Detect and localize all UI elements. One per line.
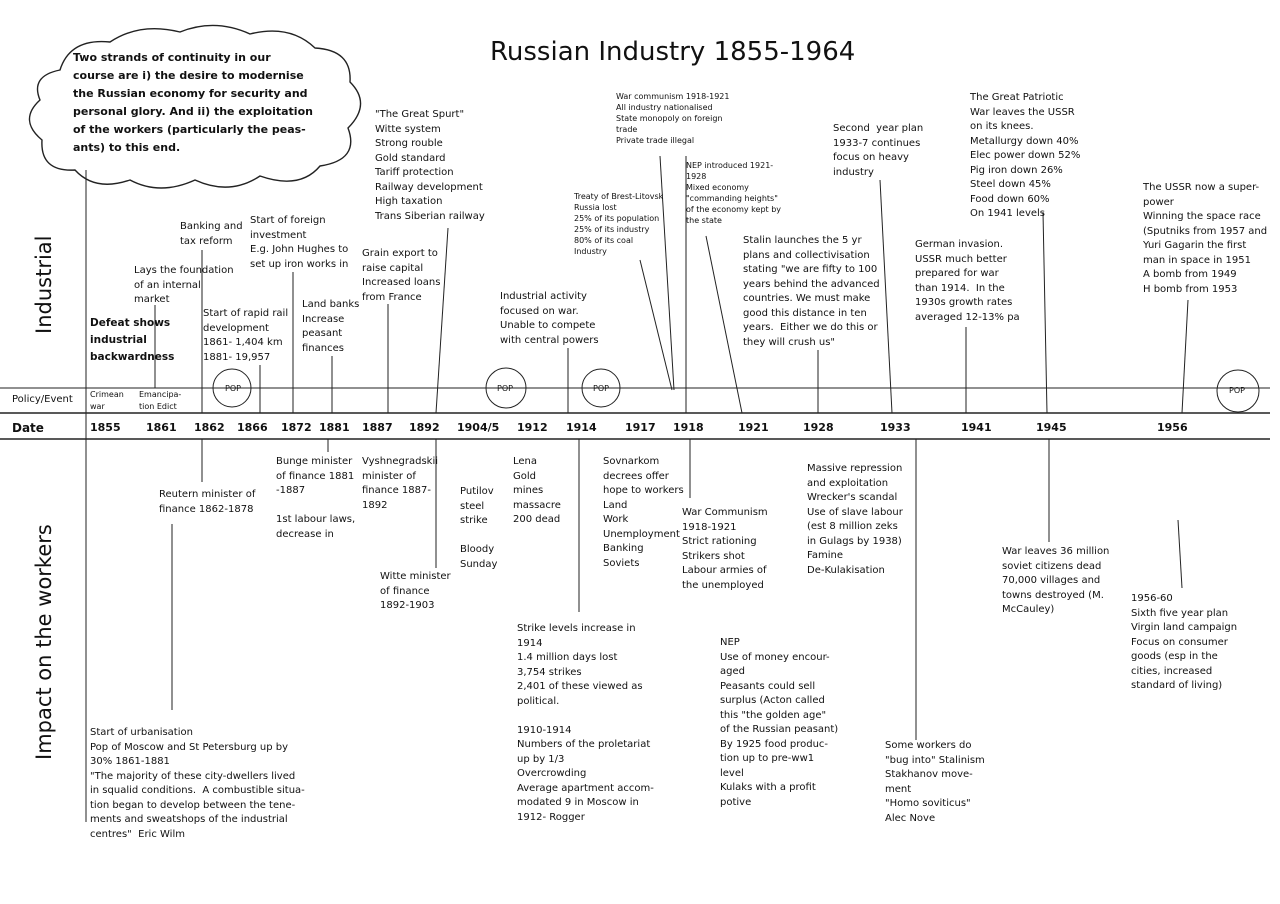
note-sovnarkom: Sovnarkom decrees offer hope to workers Land Work Unemployment Banking Soviets [603, 456, 684, 569]
event-emancipation-edict: Emancipa- tion Edict [139, 390, 182, 411]
note-sixth-plan: 1956-60 Sixth five year plan Virgin land campaign Focus on consumer goods (esp in the cities, increased standard of living) [1131, 593, 1238, 691]
date-label: 1887 [362, 421, 393, 434]
note-vyshnegradskii: Vyshnegradskii minister of finance 1887- 1892 [362, 456, 439, 511]
note-war-industry: Industrial activity focused on war. Unable to compete with central powers [500, 291, 599, 346]
note-grain-export: Grain export to raise capital Increased loans from France [362, 248, 441, 303]
note-superpower: The USSR now a super- power Winning the space race (Sputniks from 1957 and Yuri Gagarin the first man in space in 1951 A bomb from 1949 H bomb from 1953 [1143, 182, 1268, 295]
note-strike-levels: Strike levels increase in 1914 1.4 million days lost 3,754 strikes 2,401 of these viewed as political. 1910-1914 Numbers of the proletariat up by 1/3 Overcrowding Average apartment accom- modated 9 in Moscow in 1912- Rogger [517, 623, 654, 823]
date-label: 1892 [409, 421, 440, 434]
date-row-label: Date [12, 421, 44, 435]
date-label: 1912 [517, 421, 548, 434]
date-label: 1904/5 [457, 421, 500, 434]
note-war-communism-industry: War communism 1918-1921 All industry nationalised State monopoly on foreign trade Private trade illegal [616, 92, 730, 145]
note-war-communism-workers: War Communism 1918-1921 Strict rationing Strikers shot Labour armies of the unemployed [682, 507, 768, 591]
industrial-side-label: Industrial [32, 235, 56, 334]
pop-label: POP [593, 384, 609, 393]
date-label: 1861 [146, 421, 177, 434]
note-reutern: Reutern minister of finance 1862-1878 [159, 489, 256, 515]
date-label: 1928 [803, 421, 834, 434]
workers-side-label: Impact on the workers [32, 524, 56, 760]
note-great-spurt: "The Great Spurt" Witte system Strong rouble Gold standard Tariff protection Railway development High taxation Trans Siberian railway [375, 109, 485, 222]
pop-label: POP [497, 384, 513, 393]
pop-label: POP [1229, 386, 1245, 395]
continuity-note: Two strands of continuity in our course are i) the desire to modernise the Russian economy for security and personal glory. And ii) the exploitation of the workers (particularly the peas- ants) to this end. [73, 51, 313, 154]
date-label: 1941 [961, 421, 992, 434]
note-witte-minister: Witte minister of finance 1892-1903 [380, 571, 451, 611]
date-label: 1914 [566, 421, 597, 434]
note-foreign-investment: Start of foreign investment E.g. John Hughes to set up iron works in [250, 215, 349, 270]
date-label: 1945 [1036, 421, 1067, 434]
policy-row-label: Policy/Event [12, 394, 73, 405]
note-second-plan: Second year plan 1933-7 continues focus on heavy industry [833, 123, 924, 178]
note-nep-introduced: NEP introduced 1921- 1928 Mixed economy "commanding heights" of the economy kept by the state [686, 161, 782, 225]
note-brest-litovsk: Treaty of Brest-Litovsk Russia lost 25% of its population 25% of its industry 80% of its coal Industry [574, 192, 664, 256]
note-repression: Massive repression and exploitation Wrecker's scandal Use of slave labour (est 8 million zeks in Gulags by 1938) Famine De-Kulakisation [807, 463, 903, 576]
pop-label: POP [225, 384, 241, 393]
note-german-invasion: German invasion. USSR much better prepared for war than 1914. In the 1930s growth rates averaged 12-13% pa [915, 239, 1020, 323]
date-label: 1956 [1157, 421, 1188, 434]
page-title: Russian Industry 1855-1964 [490, 37, 856, 67]
note-defeat: Defeat shows industrial backwardness [90, 317, 175, 363]
date-label: 1866 [237, 421, 268, 434]
date-label: 1918 [673, 421, 704, 434]
note-stalinism: Some workers do "bug into" Stalinism Stakhanov move- ment "Homo soviticus" Alec Nove [885, 740, 985, 824]
note-putilov-strike: Putilov steel strike Bloody Sunday [460, 486, 498, 570]
note-land-banks: Land banks Increase peasant finances [302, 299, 360, 354]
date-label: 1917 [625, 421, 656, 434]
note-five-year-plans: Stalin launches the 5 yr plans and collectivisation stating "we are fifty to 100 years behind the advanced countries. We must make good this distance in ten years. Either we do this or they will crush us" [743, 235, 880, 348]
note-banking-reform: Banking and tax reform [180, 221, 243, 247]
note-lena-massacre: Lena Gold mines massacre 200 dead [513, 456, 561, 525]
note-nep-workers: NEP Use of money encour- aged Peasants could sell surplus (Acton called this "the golden age" of the Russian peasant) By 1925 food produc- tion up to pre-ww1 level Kulaks with a profit potive [720, 637, 839, 808]
event-crimean-war: Crimean war [90, 390, 124, 411]
note-great-patriotic-war: The Great Patriotic War leaves the USSR on its knees. Metallurgy down 40% Elec power down 52% Pig iron down 26% Steel down 45% Food down 60% On 1941 levels [970, 92, 1081, 219]
date-label: 1862 [194, 421, 225, 434]
date-label: 1881 [319, 421, 350, 434]
note-urbanisation: Start of urbanisation Pop of Moscow and St Petersburg up by 30% 1861-1881 "The majority of these city-dwellers lived in squalid conditions. A combustible situa- tion began to develop between the tene- ments and sweatshops of the industrial centres" Eric Wilm [90, 727, 305, 840]
note-bunge: Bunge minister of finance 1881 -1887 1st labour laws, decrease in [276, 456, 356, 540]
date-label: 1933 [880, 421, 911, 434]
note-rapid-rail: Start of rapid rail development 1861- 1,404 km 1881- 19,957 [203, 308, 289, 363]
note-internal-market: Lays the foundation of an internal market [134, 265, 234, 305]
date-label: 1855 [90, 421, 121, 434]
pop-circles [213, 368, 1259, 412]
date-label: 1921 [738, 421, 769, 434]
date-label: 1872 [281, 421, 312, 434]
note-war-dead: War leaves 36 million soviet citizens dead 70,000 villages and towns destroyed (M. McCauley) [1002, 546, 1110, 615]
